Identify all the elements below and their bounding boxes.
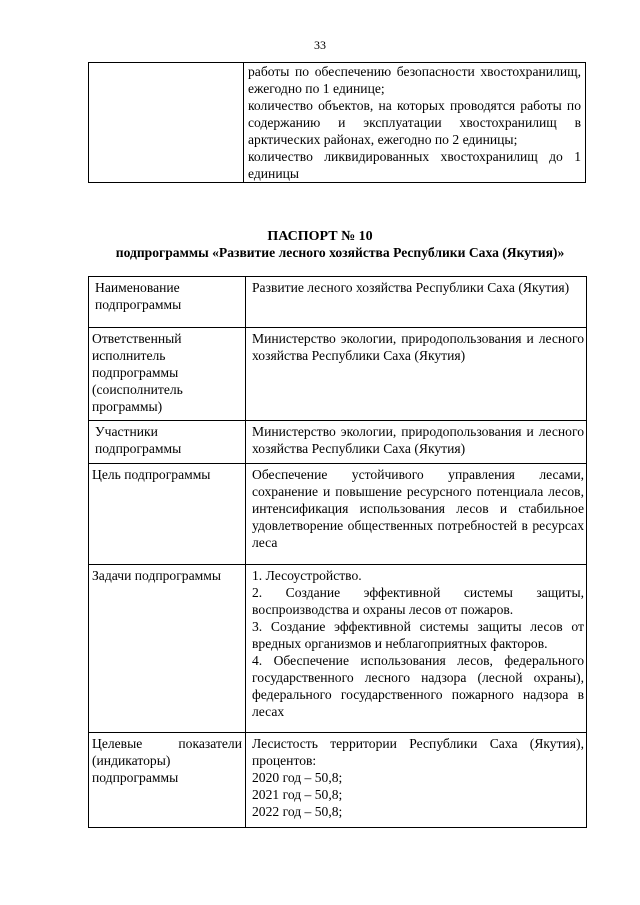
row-label bbox=[89, 421, 246, 464]
continuation-line-1: работы по обеспечению безопасности хвостохранилищ, ежегодно по 1 единице; bbox=[248, 64, 581, 96]
indicator-line: 2022 год – 50,8; bbox=[252, 804, 343, 819]
row-label-text: Задачи подпрограммы bbox=[92, 568, 221, 583]
row-label-text: Ответственный исполнитель подпрограммы (соисполнитель программы) bbox=[92, 331, 183, 414]
row-value bbox=[246, 328, 587, 421]
indicator-line: 2020 год – 50,8; bbox=[252, 770, 343, 785]
table-row bbox=[89, 733, 587, 828]
task-item: 1. Лесоустройство. bbox=[252, 568, 362, 583]
table-row bbox=[89, 277, 587, 328]
row-value-text: Министерство экологии, природопользования и лесного хозяйства Республики Саха (Якутия) bbox=[252, 424, 584, 456]
row-label-text: Участники подпрограммы bbox=[95, 424, 182, 456]
row-label bbox=[89, 277, 246, 328]
row-label-text: Наименование подпрограммы bbox=[95, 280, 182, 312]
row-label-text: Цель подпрограммы bbox=[92, 467, 211, 482]
row-label bbox=[89, 464, 246, 565]
row-value bbox=[246, 565, 587, 733]
table-row bbox=[89, 421, 587, 464]
passport-title: ПАСПОРТ № 10 bbox=[267, 229, 373, 244]
passport-table bbox=[88, 276, 587, 828]
continuation-row bbox=[89, 63, 586, 183]
task-item: 3. Создание эффективной системы защиты лесов от вредных организмов и неблагоприятных факторов. bbox=[252, 619, 584, 651]
table-row bbox=[89, 328, 587, 421]
continuation-line-2: количество объектов, на которых проводятся работы по содержанию и эксплуатации хвостохранилищ в арктических районах, ежегодно по 2 единицы; bbox=[248, 98, 581, 147]
task-item: 4. Обеспечение использования лесов, федерального государственного лесного надзора (лесной охраны), федерального государственного пожарного надзора в лесах bbox=[252, 653, 584, 719]
passport-subtitle: подпрограммы «Развитие лесного хозяйства Республики Саха (Якутия)» bbox=[115, 245, 565, 260]
row-value bbox=[246, 277, 587, 328]
row-value bbox=[246, 421, 587, 464]
indicator-line: Лесистость территории Республики Саха (Якутия), процентов: bbox=[252, 736, 584, 768]
indicator-line: 2021 год – 50,8; bbox=[252, 787, 343, 802]
continuation-label-cell bbox=[89, 63, 244, 183]
page-number: 33 bbox=[314, 38, 326, 52]
row-value-text: Обеспечение устойчивого управления лесами, сохранение и повышение ресурсного потенциала лесов, интенсификация использования лесов и стабильное удовлетворение общественных потребностей в ресурсах леса bbox=[252, 467, 584, 550]
row-label bbox=[89, 565, 246, 733]
row-label bbox=[89, 733, 246, 828]
table-row bbox=[89, 464, 587, 565]
row-label bbox=[89, 328, 246, 421]
row-value-text: Министерство экологии, природопользования и лесного хозяйства Республики Саха (Якутия) bbox=[252, 331, 584, 363]
row-label-text: Целевые показатели (индикаторы) подпрограммы bbox=[92, 736, 242, 785]
row-value bbox=[246, 733, 587, 828]
continuation-value-cell bbox=[244, 63, 586, 183]
continuation-line-3: количество ликвидированных хвостохранилищ до 1 единицы bbox=[248, 149, 581, 181]
table-row bbox=[89, 565, 587, 733]
row-value-text: Развитие лесного хозяйства Республики Саха (Якутия) bbox=[252, 280, 570, 295]
row-value bbox=[246, 464, 587, 565]
continuation-table bbox=[88, 62, 586, 183]
task-item: 2. Создание эффективной системы защиты, воспроизводства и охраны лесов от пожаров. bbox=[252, 585, 584, 617]
